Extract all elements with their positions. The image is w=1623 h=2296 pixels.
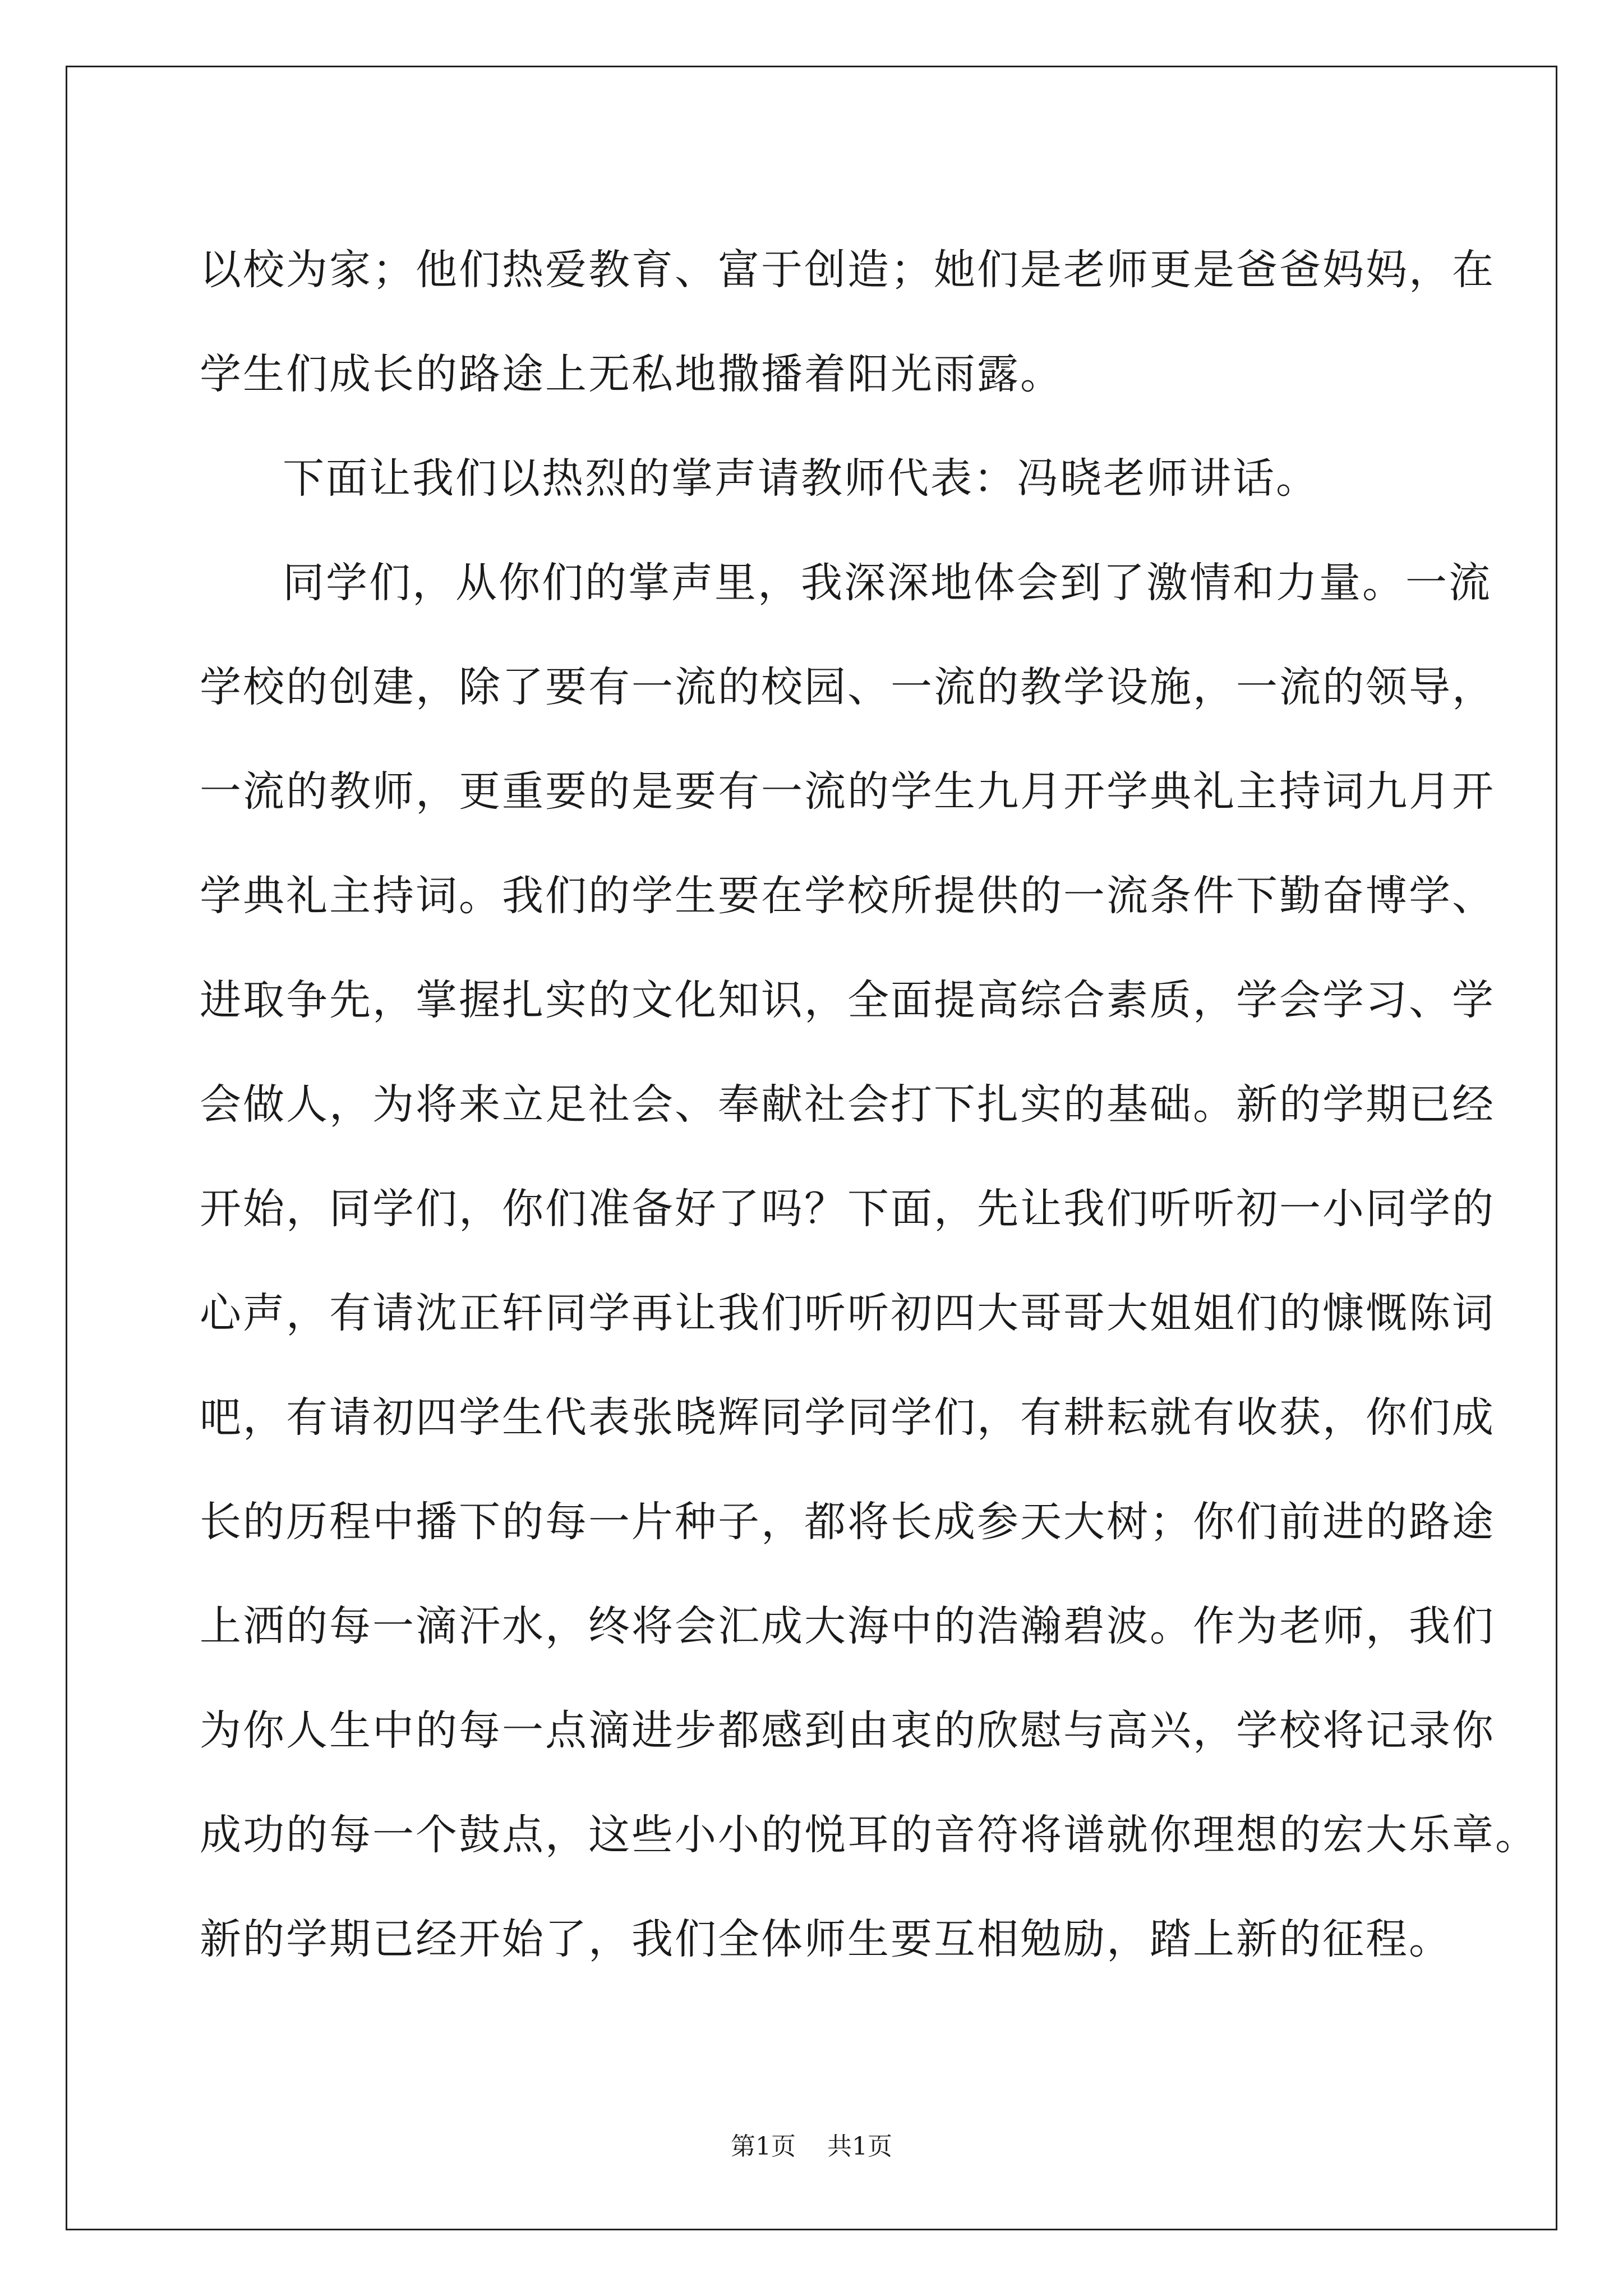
page-footer [0, 2130, 1623, 2164]
text-line-11: 心声，有请沈正轩同学再让我们听听初四大哥哥大姐姐们的慷慨陈词 [200, 1289, 1495, 1337]
text-line-17: 新的学期已经开始了，我们全体师生要互相勉励，踏上新的征程。 [200, 1915, 1452, 1963]
text-line-13: 长的历程中播下的每一片种子，都将长成参天大树；你们前进的路途 [200, 1498, 1495, 1546]
text-line-3: 下面让我们以热烈的掌声请教师代表：冯晓老师讲话。 [283, 454, 1319, 503]
text-line-12: 吧，有请初四学生代表张晓辉同学同学们，有耕耘就有收获，你们成 [200, 1393, 1495, 1442]
text-line-14: 上洒的每一滴汗水，终将会汇成大海中的浩瀚碧波。作为老师，我们 [200, 1602, 1495, 1650]
text-line-9: 会做人，为将来立足社会、奉献社会打下扎实的基础。新的学期已经 [200, 1080, 1495, 1129]
text-line-2: 学生们成长的路途上无私地撒播着阳光雨露。 [200, 350, 1063, 398]
text-line-4: 同学们，从你们的掌声里，我深深地体会到了激情和力量。一流 [283, 559, 1492, 607]
text-line-7: 学典礼主持词。我们的学生要在学校所提供的一流条件下勤奋博学、 [200, 872, 1495, 920]
text-line-15: 为你人生中的每一点滴进步都感到由衷的欣慰与高兴，学校将记录你 [200, 1706, 1495, 1755]
page-total: 共1页 [827, 2132, 892, 2161]
text-line-10: 开始，同学们，你们准备好了吗？下面，先让我们听听初一小同学的 [200, 1185, 1495, 1233]
text-line-16: 成功的每一个鼓点，这些小小的悦耳的音符将谱就你理想的宏大乐章。 [200, 1811, 1538, 1859]
text-line-1: 以校为家；他们热爱教育、富于创造；她们是老师更是爸爸妈妈，在 [200, 246, 1495, 294]
text-line-6: 一流的教师，更重要的是要有一流的学生九月开学典礼主持词九月开 [200, 767, 1495, 816]
page-number: 第1页 [731, 2132, 796, 2161]
document-body [200, 218, 1538, 1991]
text-line-5: 学校的创建，除了要有一流的校园、一流的教学设施，一流的领导， [200, 663, 1495, 711]
text-line-8: 进取争先，掌握扎实的文化知识，全面提高综合素质，学会学习、学 [200, 976, 1495, 1024]
